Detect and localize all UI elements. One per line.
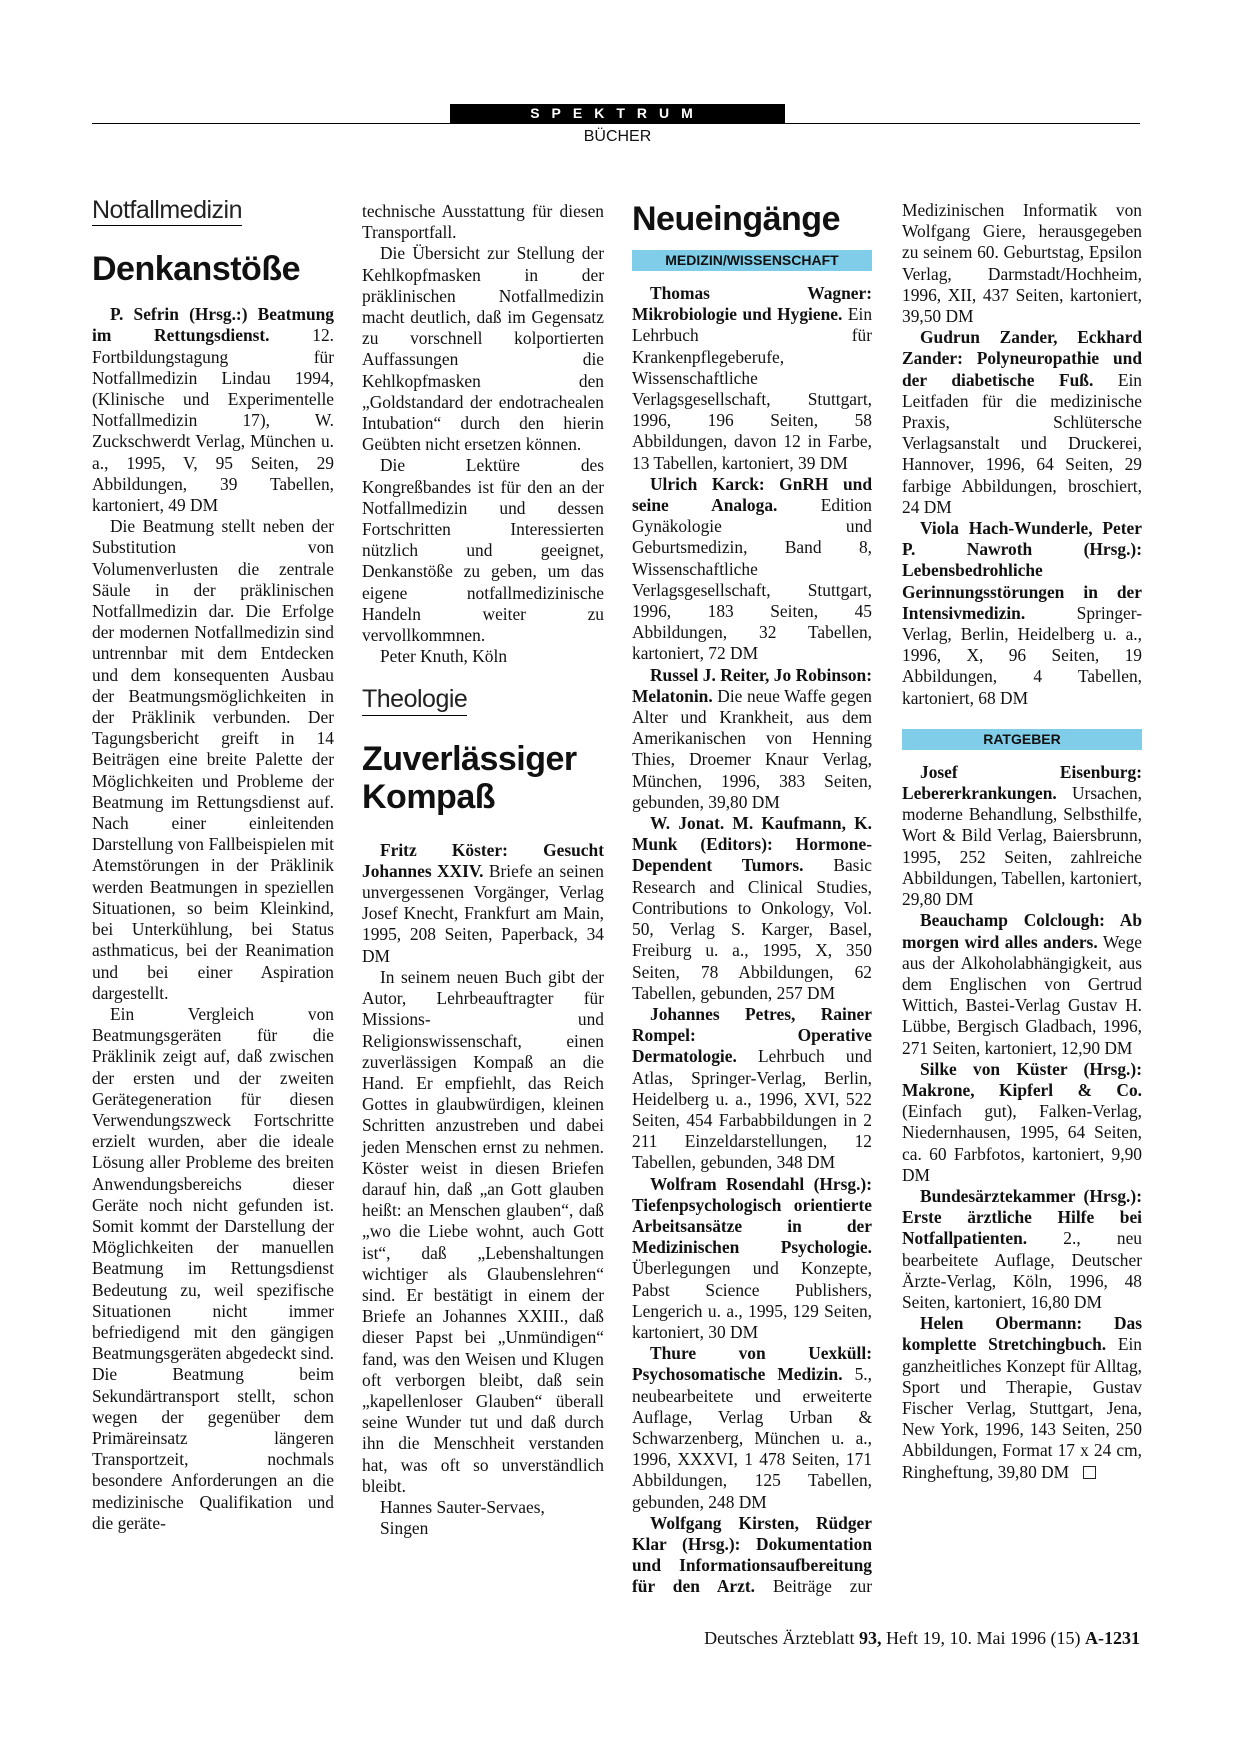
book-title: Wolfgang Kirsten, Rüdger Klar (Hrsg.): Dokumentation und Informationsaufbereitung für den Arzt.: [632, 1512, 872, 1597]
book-details: Basic Research and Clinical Studies, Contributions to Onkology, Vol. 50, Verlag S. Karger, Basel, Freiburg u. a., 1995, X, 350 Seiten, 78 Abbildungen, 62 Tabellen, gebunden, 257 DM: [632, 855, 872, 1003]
book-entry: [632, 283, 872, 474]
end-mark-icon: [1083, 1466, 1096, 1479]
page-number: A-1231: [1085, 1628, 1140, 1648]
book-title: Johannes Petres, Rainer Rompel: Operative Dermatologie.: [632, 1003, 872, 1067]
book-title: Thure von Uexküll: Psychosomatische Medizin.: [632, 1343, 872, 1385]
book-title: Thomas Wagner: Mikrobiologie und Hygiene.: [632, 283, 872, 325]
book-details: Wege aus der Alkoholabhängigkeit, aus dem Englischen von Gertrud Wittich, Bastei-Verlag Gustav H. Lübbe, Bergisch Gladbach, 1996, 271 Seiten, kartoniert, 12,90 DM: [902, 931, 1142, 1058]
book-details: Edition Gynäkologie und Geburtsmedizin, Band 8, Wissenschaftliche Verlagsgesellschaft, Stuttgart, 1996, 183 Seiten, 45 Abbildungen, 32 Tabellen, kartoniert, 72 DM: [632, 495, 872, 664]
book-title: Josef Eisenburg: Lebererkrankungen.: [902, 761, 1142, 804]
book-details: Ein Lehrbuch für Krankenpflegeberufe, Wissenschaftliche Verlagsgesellschaft, Stuttgart, 1996, 196 Seiten, 58 Abbildungen, davon 12 in Farbe, 13 Tabellen, kartoniert, 39 DM: [632, 304, 873, 473]
book-title: Fritz Köster: Gesucht Johannes XXIV.: [362, 839, 604, 881]
article-headline: Zuverlässiger Kompaß: [362, 739, 577, 816]
book-entry: [632, 474, 872, 665]
book-title: Viola Hach-Wunderle, Peter P. Nawroth (Hrsg.): Lebensbedrohliche Gerinnungsstörungen in der Intensivmedizin.: [902, 518, 1142, 623]
book-details: 12. Fortbildungstagung für Notfallmedizin Lindau 1994, (Klinische und Experimentelle Notfallmedizin 17), W. Zuckschwerdt Verlag, München u. a., 1995, V, 95 Seiten, 29 Abbildungen, 39 Tabellen, kartoniert, 49 DM: [92, 325, 334, 516]
book-title: W. Jonat. M. Kaufmann, K. Munk (Editors): Hormone-Dependent Tumors.: [632, 813, 872, 876]
book-entry: [902, 1186, 1142, 1313]
book-entry: [902, 1313, 1142, 1483]
book-title: Russel J. Reiter, Jo Robinson: Melatonin.: [632, 664, 872, 706]
book-details: 5., neubearbeitete und erweiterte Auflage, Verlag Urban & Schwarzenberg, München u. a., 1996, XXXVI, 1 478 Seiten, 171 Abbildungen, 125 Tabellen, gebunden, 248 DM: [632, 1364, 872, 1512]
volume: 93,: [859, 1628, 882, 1648]
book-entry: [902, 1059, 1142, 1186]
journal-name: Deutsches Ärzteblatt: [704, 1628, 860, 1648]
section-subtitle: BÜCHER: [583, 128, 652, 145]
book-entry: [632, 813, 872, 1004]
book-entry: [632, 1174, 872, 1344]
book-title: Bundesärztekammer (Hrsg.): Erste ärztliche Hilfe bei Notfallpatienten.: [902, 1185, 1142, 1249]
book-details: 2., neu bearbeitete Auflage, Deutscher Ärzte-Verlag, Köln, 1996, 48 Seiten, kartoniert, 16,80 DM: [902, 1228, 1142, 1312]
book-details: (Einfach gut), Falken-Verlag, Niedernhausen, 1995, 64 Seiten, ca. 60 Farbfotos, kartoniert, 9,90 DM: [902, 1101, 1142, 1185]
new-arrivals-columns: [632, 200, 1142, 1610]
book-details: Die neue Waffe gegen Alter und Krankheit, aus dem Amerikanischen von Henning Thies, Droemer Knaur Verlag, München, 1996, 383 Seiten, gebunden, 39,80 DM: [632, 685, 872, 812]
book-entry: [902, 910, 1142, 1058]
book-details: Ein Leitfaden für die medizinische Praxis, Schlütersche Verlagsanstalt und Druckerei, Hannover, 1996, 64 Seiten, 29 farbige Abbildungen, broschiert, 24 DM: [902, 369, 1142, 517]
book-title: Ulrich Karck: GnRH und seine Analoga.: [632, 473, 872, 516]
article-headline: Denkanstöße: [92, 250, 300, 289]
book-title: P. Sefrin (Hrsg.:) Beatmung im Rettungsdienst.: [92, 304, 334, 346]
paragraph: Die Beatmung stellt neben der Substitution von Volumenverlusten die zentrale Säule in der präklinischen Notfallmedizin dar. Die Erfolge der modernen Notfallmedizin sind untrennbar mit dem Entdecken und dem konsequenten Ausbau der Beatmungsmöglichkeiten in der Präklinik verbunden. Der Tagungsbericht greift in 14 Beiträgen eine breite Palette der Möglichkeiten und Probleme der Beatmung im Rettungsdienst auf. Nach einer einleitenden Darstellung von Fallbeispielen mit Atemstörungen in der Präklinik werden Beatmungen in speziellen Situationen, so beim Kleinkind, bei Unterkühlung, bei Status asthmaticus, bei der Reanimation und bei einer Aspiration dargestellt.: [92, 516, 334, 1003]
section-title: Notfallmedizin: [92, 200, 242, 226]
page-footer: [560, 1628, 1140, 1649]
book-details: Beiträge zur Medizinischen Informatik von Wolfgang Giere, herausgegeben zu seinem 60. Geburtstag, Epsilon Verlag, Darmstadt/Hochheim, 1996, XII, 437 Seiten, kartoniert, 39,50 DM: [755, 200, 1142, 1597]
paragraph: Die Übersicht zur Stellung der Kehlkopfmasken in der präklinischen Notfallmedizin macht deutlich, daß im Gegensatz zu vorschnell kolportierten Auffassungen die Kehlkopfmasken den „Goldstandard der endotrachealen Intubation“ durch den hierin Geübten nicht ersetzen können.: [362, 243, 604, 455]
book-details: Überlegungen und Konzepte, Pabst Science Publishers, Lengerich u. a., 1995, 129 Seiten, kartoniert, 30 DM: [632, 1258, 872, 1342]
book-details: Ein ganzheitliches Konzept für Alltag, Sport und Therapie, Gustav Fischer Verlag, Stuttgart, Jena, New York, 1996, 143 Seiten, 250 Abbildungen, Format 17 x 24 cm, Ringheftung, 39,80 DM: [902, 1334, 1142, 1482]
column-2: [362, 201, 604, 1539]
book-entry: [902, 518, 1142, 709]
issue-info: Heft 19, 10. Mai 1996 (15): [881, 1628, 1085, 1648]
entry-list: [902, 762, 1142, 1483]
book-entry: [902, 327, 1142, 518]
category-label: RATGEBER: [902, 729, 1142, 750]
book-reference: [362, 840, 604, 967]
book-entry: [902, 762, 1142, 910]
author-signature: Peter Knuth, Köln: [380, 646, 508, 667]
book-details: Briefe an seinen unvergessenen Vorgänger, Verlag Josef Knecht, Frankfurt am Main, 1995, 208 Seiten, Paperback, 34 DM: [362, 860, 604, 966]
book-details: Lehrbuch und Atlas, Springer-Verlag, Berlin, Heidelberg u. a., 1996, XVI, 522 Seiten, 454 Farbabbildungen in 2 211 Einzeldarstellungen, 12 Tabellen, gebunden, 348 DM: [632, 1046, 872, 1173]
paragraph: Die Lektüre des Kongreßbandes ist für den an der Notfallmedizin und dessen Fortschritten Interessierten nützlich und geeignet, Denkanstöße zu geben, um das eigene notfallmedizinische Handeln weiter zu vervollkommnen.: [362, 455, 604, 646]
book-title: Beauchamp Colclough: Ab morgen wird alles anders.: [902, 910, 1142, 952]
paragraph: In seinem neuen Buch gibt der Autor, Lehrbeauftragter für Missions- und Religionswissenschaft, einen zuverlässigen Kompaß an die Hand. Er empfiehlt, das Reich Gottes in glaubwürdigen, kleinen Schritten anzustreben und dabei jeden Menschen ernst zu nehmen. Köster weist in diesen Briefen darauf hin, daß „an Gott glauben heißt: an Menschen glauben“, daß „wo die Liebe wohnt, auch Gott ist“, daß „Lebenshaltungen wichtiger als Glaubenslehren“ sind. Er bestätigt in einem der Briefe an Johannes XXIII., daß dieser Papst bei „Unmündigen“ fand, was den Weisen und Klugen oft verborgen bleibt, daß sein „kapellenloser Glauben“ überall seine Wunder tut und daß durch ihn die Menschheit verstanden hat, was oft so unverständlich bleibt.: [362, 966, 604, 1496]
paragraph: technische Ausstattung für diesen Transportfall.: [362, 201, 604, 243]
book-entry: [632, 1343, 872, 1513]
header-rule: [92, 123, 1140, 124]
book-details: Ursachen, moderne Behandlung, Selbsthilfe, Wort & Bild Verlag, Baiersbrunn, 1995, 252 Seiten, zahlreiche Abbildungen, Tabellen, kartoniert, 29,80 DM: [902, 783, 1142, 910]
column-1: [92, 196, 334, 1534]
book-reference: [92, 304, 334, 516]
article-headline: Neueingänge: [632, 200, 840, 238]
section-title: Theologie: [362, 689, 467, 715]
author-signature: Singen: [380, 1518, 429, 1539]
book-details: Springer-Verlag, Berlin, Heidelberg u. a., 1996, X, 96 Seiten, 19 Abbildungen, 4 Tabellen, kartoniert, 68 DM: [902, 602, 1142, 708]
book-title: Silke von Küster (Hrsg.): Makrone, Kipferl & Co.: [902, 1058, 1142, 1100]
paragraph: Ein Vergleich von Beatmungsgeräten für die Präklinik zeigt auf, daß zwischen der ersten und der zweiten Gerätegeneration für diesen Verwendungszweck Fortschritte erzielt wurden, aber die ideale Lösung aller Probleme des breiten Anwendungsbereichs dieser Geräte noch nicht gefunden ist. Somit kommt der Darstellung der Möglichkeiten der manuellen Beatmung im Rettungsdienst Bedeutung zu, weil spezifische Situationen nicht immer befriedigend mit den gängigen Beatmungsgeräten abgedeckt sind. Die Beatmung beim Sekundärtransport stellt, schon wegen der gegenüber dem Primäreinsatz längeren Transportzeit, nochmals besondere Anforderungen an die medizinische Qualifikation und die geräte-: [92, 1003, 334, 1533]
book-entry: [632, 1004, 872, 1174]
author-signature: Hannes Sauter-Servaes,: [380, 1496, 545, 1517]
book-entry: [632, 665, 872, 813]
book-title: Wolfram Rosendahl (Hrsg.): Tiefenpsychologisch orientierte Arbeitsansätze in der Medizinischen Psychologie.: [632, 1173, 872, 1258]
section-banner: SPEKTRUM: [450, 104, 785, 123]
book-title: Helen Obermann: Das komplette Stretchingbuch.: [902, 1313, 1142, 1355]
book-title: Gudrun Zander, Eckhard Zander: Polyneuropathie und der diabetische Fuß.: [902, 327, 1142, 390]
category-label: MEDIZIN/WISSENSCHAFT: [632, 250, 872, 271]
